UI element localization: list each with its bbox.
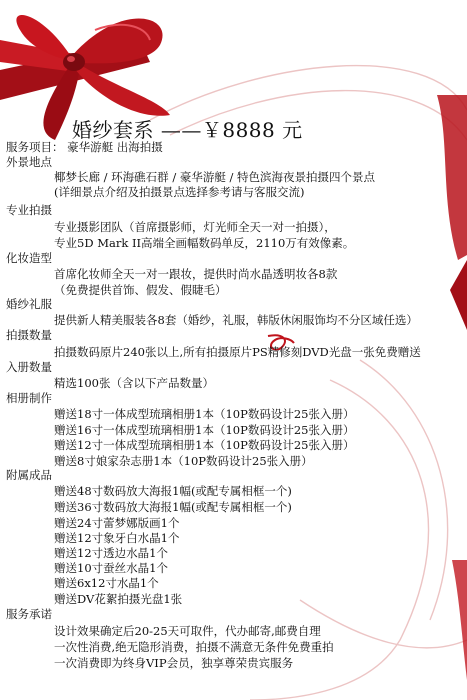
list-item: 一次性消费,绝无隐形消费，拍摄不满意无条件免费重拍: [54, 640, 334, 654]
list-item: 设计效果确定后20-25天可取件，代办邮寄,邮费自理: [54, 624, 321, 638]
section-heading: 拍摄数量: [6, 328, 52, 342]
list-item: 一次消费即为终身VIP会员，独享尊荣贵宾服务: [54, 656, 294, 670]
section-heading: 外景地点: [6, 155, 52, 169]
list-item: 赠送12寸一体成型琉璃相册1本（10P数码设计25张入册）: [54, 438, 355, 452]
list-item: 赠送36寸数码放大海报1幅(或配专属相框一个): [54, 500, 292, 514]
ribbon-right-decoration: [437, 95, 467, 680]
list-item: 拍摄数码原片240张以上,所有拍摄原片PS精修刻DVD光盘一张免费赠送: [54, 345, 421, 359]
list-item: 赠送24寸蕾梦娜版画1个: [54, 516, 180, 530]
section-heading: 服务承诺: [6, 607, 52, 621]
list-item: 赠送12寸象牙白水晶1个: [54, 531, 180, 545]
list-item: 专业5D Mark II高端全画幅数码单反，2110万有效像素。: [54, 236, 355, 250]
section-heading: 相册制作: [6, 391, 52, 405]
list-item: 赠送10寸蚕丝水晶1个: [54, 561, 168, 575]
list-item: 专业摄影团队（首席摄影师，灯光师全天一对一拍摄），: [54, 220, 336, 234]
list-item: 赠送6x12寸水晶1个: [54, 576, 159, 590]
package-title: 婚纱套系 ——￥8888 元: [72, 118, 303, 142]
section-heading: 化妆造型: [6, 251, 52, 265]
list-item: 赠送18寸一体成型琉璃相册1本（10P数码设计25张入册）: [54, 407, 355, 421]
list-item: 精选100张（含以下产品数量）: [54, 376, 214, 390]
list-item: 赠送16寸一体成型琉璃相册1本（10P数码设计25张入册）: [54, 423, 355, 437]
list-item: 赠送12寸透边水晶1个: [54, 546, 168, 560]
list-item: 赠送48寸数码放大海报1幅(或配专属相框一个): [54, 484, 292, 498]
list-item: 首席化妆师全天一对一跟妆，提供时尚水晶透明妆各8款: [54, 267, 338, 281]
section-heading: 婚纱礼服: [6, 297, 52, 311]
section-heading: 专业拍摄: [6, 203, 52, 217]
list-item: 赠送DV花絮拍摄光盘1张: [54, 592, 183, 606]
list-item: (详细景点介绍及拍摄景点选择参考请与客服交流): [54, 185, 305, 199]
list-item: 赠送8寸娘家杂志册1本（10P数码设计25张入册）: [54, 454, 313, 468]
list-item: 提供新人精美服装各8套（婚纱，礼服，韩版休闲服饰均不分区域任选）: [54, 313, 418, 327]
section-heading: 附属成品: [6, 468, 52, 482]
list-item: 椰梦长廊 / 环海礁石群 / 豪华游艇 / 特色滨海夜景拍摄四个景点: [54, 170, 376, 184]
service-items: 服务项目： 豪华游艇 出海拍摄: [6, 140, 163, 154]
section-heading: 入册数量: [6, 360, 52, 374]
list-item: （免费提供首饰、假发、假睫毛）: [54, 283, 227, 297]
